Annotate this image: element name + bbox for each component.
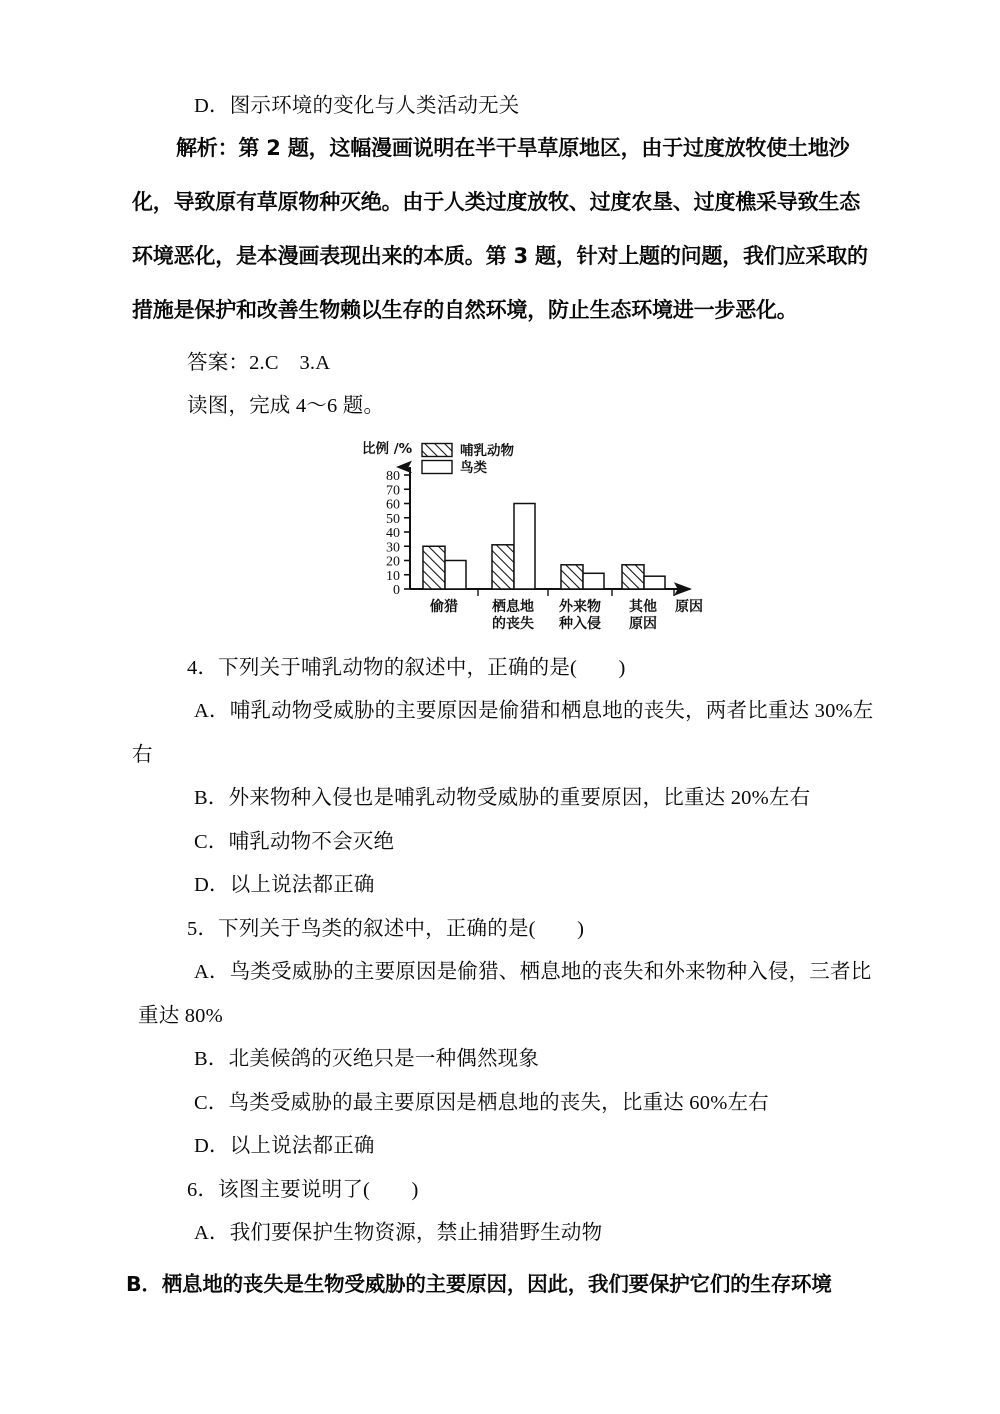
answer-line: 答案：2.C 3.A <box>187 351 331 374</box>
bar-birds-other-causes <box>644 576 665 589</box>
explanation-line-4: 措施是保护和改善生物赖以生存的自然环境，防止生态环境进一步恶化。 <box>132 297 798 322</box>
question-4-stem: 4．下列关于哺乳动物的叙述中，正确的是( ) <box>187 656 626 679</box>
question-5-option-b: B．北美候鸽的灭绝只是一种偶然现象 <box>194 1048 540 1070</box>
question-5-option-a: A．鸟类受威胁的主要原因是偷猎、栖息地的丧失和外来物种入侵，三者比 <box>194 961 872 983</box>
question-4-option-a-wrap: 右 <box>132 743 153 766</box>
svg-text:0: 0 <box>393 582 400 598</box>
bar-birds-habitat-loss <box>514 503 535 589</box>
explanation-line-3: 环境恶化，是本漫画表现出来的本质。第 3 题，针对上题的问题，我们应采取的 <box>132 243 868 268</box>
legend-label-mammals: 哺乳动物 <box>460 442 514 459</box>
category-label-invasive-species-l1: 外来物 <box>559 598 601 615</box>
svg-text:80: 80 <box>386 468 400 484</box>
bar-chart-svg <box>360 439 704 635</box>
chart-legend <box>422 442 514 476</box>
svg-text:50: 50 <box>386 511 400 527</box>
question-6 <box>126 1178 892 1296</box>
category-label-other-causes-l2: 原因 <box>629 615 657 632</box>
question-6-stem: 6．该图主要说明了( ) <box>187 1178 419 1201</box>
page-content <box>126 95 892 1296</box>
question-4-option-b: B．外来物种入侵也是哺乳动物受威胁的重要原因，比重达 20%左右 <box>194 787 811 809</box>
category-label-invasive-species-l2: 种入侵 <box>559 615 601 632</box>
legend-swatch-birds <box>422 460 452 473</box>
category-label-poaching: 偷猎 <box>430 598 458 615</box>
bar-mammals-habitat-loss <box>492 544 514 588</box>
bar-group-invasive-species <box>561 564 604 588</box>
question-4 <box>132 658 892 896</box>
x-axis-label: 原因 <box>675 598 703 615</box>
bar-group-other-causes <box>622 564 665 588</box>
question-5-option-c: C．鸟类受威胁的最主要原因是栖息地的丧失，比重达 60%左右 <box>194 1091 769 1114</box>
svg-text:60: 60 <box>386 497 400 512</box>
bar-chart <box>360 439 704 635</box>
figure-threat-causes <box>132 439 892 635</box>
svg-text:30: 30 <box>386 539 400 555</box>
category-label-habitat-loss-l1: 栖息地 <box>492 598 534 615</box>
question-5-option-d: D．以上说法都正确 <box>194 1135 375 1157</box>
bar-mammals-invasive-species <box>561 564 583 588</box>
explanation-line-1: 解析：第 2 题，这幅漫画说明在半干旱草原地区，由于过度放牧使土地沙 <box>176 135 850 160</box>
bar-group-habitat-loss <box>492 503 535 589</box>
explanation-line-2: 化，导致原有草原物种灭绝。由于人类过度放牧、过度农垦、过度樵采导致生态 <box>132 189 860 214</box>
bar-birds-invasive-species <box>583 573 604 589</box>
question-4-option-c: C．哺乳动物不会灭绝 <box>194 830 395 853</box>
bar-mammals-poaching <box>423 546 445 589</box>
bar-birds-poaching <box>445 560 466 589</box>
bar-mammals-other-causes <box>622 564 644 588</box>
x-axis-category-labels <box>429 598 657 632</box>
question-5-option-a-wrap: 重达 80% <box>138 1004 223 1027</box>
question-5 <box>132 919 892 1157</box>
question-4-option-d: D．以上说法都正确 <box>194 874 375 896</box>
svg-text:20: 20 <box>386 554 400 569</box>
category-label-other-causes-l1: 其他 <box>629 598 657 615</box>
legend-label-birds: 鸟类 <box>460 459 487 476</box>
explanation-block <box>132 135 892 322</box>
svg-text:40: 40 <box>386 525 400 541</box>
y-axis-ticks <box>386 469 410 598</box>
read-chart-prompt: 读图，完成 4～6 题。 <box>187 395 385 417</box>
svg-text:10: 10 <box>386 568 400 584</box>
question-4-option-a: A．哺乳动物受威胁的主要原因是偷猎和栖息地的丧失，两者比重达 30%左 <box>194 700 874 722</box>
category-label-habitat-loss-l2: 的丧失 <box>492 615 534 632</box>
question-6-option-b: B．栖息地的丧失是生物受威胁的主要原因，因此，我们要保护它们的生存环境 <box>126 1271 832 1296</box>
y-axis-label: 比例 /% <box>362 440 413 457</box>
x-axis-ticks <box>478 589 674 596</box>
legend-swatch-mammals <box>422 443 452 456</box>
bar-group-poaching <box>423 546 466 589</box>
option-d-previous-question: D．图示环境的变化与人类活动无关 <box>194 95 520 117</box>
question-5-stem: 5．下列关于鸟类的叙述中，正确的是( ) <box>187 917 585 940</box>
question-6-option-a: A．我们要保护生物资源，禁止捕猎野生动物 <box>194 1222 603 1244</box>
svg-text:70: 70 <box>386 482 400 498</box>
